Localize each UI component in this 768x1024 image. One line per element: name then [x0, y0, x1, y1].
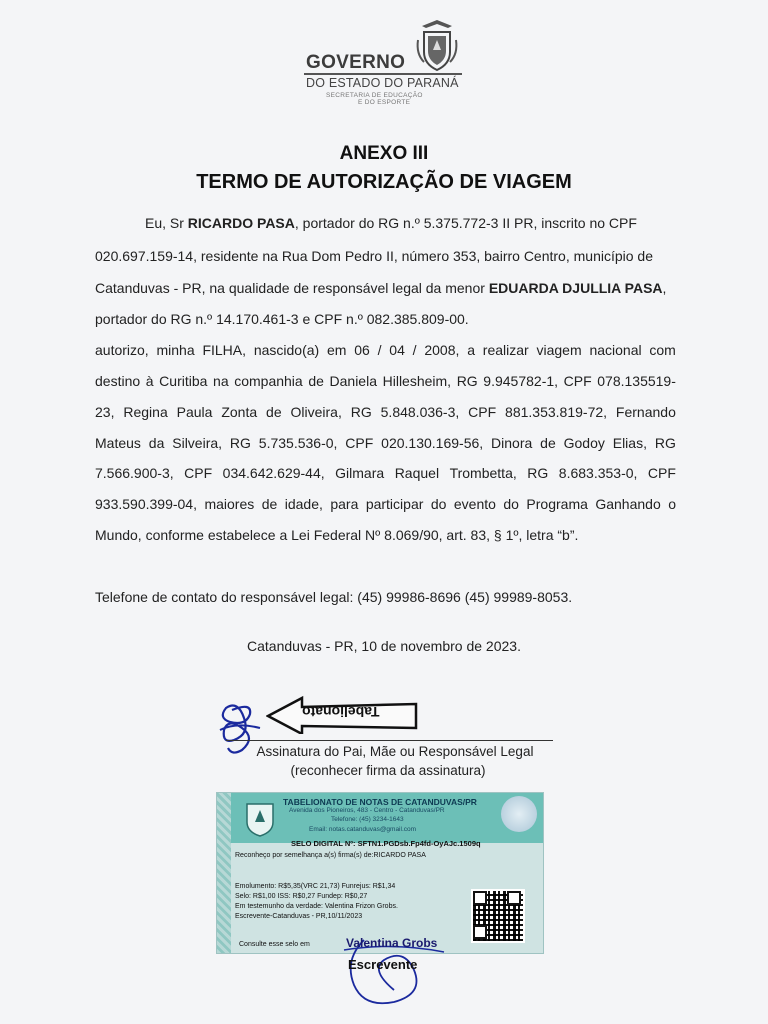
notary-crest-icon [243, 798, 277, 838]
body-word: 2008, [424, 342, 460, 358]
minor-name: EDUARDA DJULLIA PASA [488, 280, 663, 296]
government-logo [304, 18, 464, 110]
body-line-9 [95, 465, 676, 481]
body-word: evento [453, 496, 496, 512]
body-word: para [330, 496, 359, 512]
body-word: RG [229, 435, 251, 451]
parana-crest-icon [412, 18, 462, 74]
body-word: participar [365, 496, 424, 512]
body-word: maiores [204, 496, 255, 512]
seal-address: Avenida dos Pioneiros, 483 - Centro - Catanduvas/PR [289, 807, 445, 814]
signature-line [226, 740, 553, 741]
body-word: companhia [234, 373, 303, 389]
seal-escrevente-date: Escrevente-Catanduvas - PR,10/11/2023 [235, 913, 363, 920]
body-word: do [430, 496, 447, 512]
body-word: em [326, 342, 347, 358]
body-word: Elias, [612, 435, 647, 451]
body-word: / [377, 342, 382, 358]
body-word: RG [456, 373, 478, 389]
body-word: nascido(a) [253, 342, 320, 358]
body-word: CPF [468, 404, 497, 420]
body-word: 9.945782-1, [483, 373, 559, 389]
body-word: Mateus [95, 435, 141, 451]
body-word: 23, [95, 404, 115, 420]
body-word: 034.642.629-44, [222, 465, 325, 481]
body-word: na [213, 373, 229, 389]
body-line-1: Eu, Sr RICARDO PASA, portador do RG n.º 5.375.772-3 II PR, inscrito no CPF [145, 215, 637, 231]
secretaria-line2: E DO ESPORTE [358, 99, 411, 106]
body-word: Daniela [329, 373, 377, 389]
body-word: Paula [176, 404, 213, 420]
seal-fees: Selo: R$1,00 ISS: R$0,27 Fundep: R$0,27 [235, 893, 368, 900]
body-word: Programa [526, 496, 588, 512]
body-word: Raquel [394, 465, 440, 481]
estado-text: DO ESTADO DO PARANÁ [306, 76, 459, 90]
seal-testemunho: Em testemunho da verdade: Valentina Frizon Grobs. [235, 903, 398, 910]
body-word: com [649, 342, 676, 358]
body-word: 8.683.353-0, [558, 465, 638, 481]
document-title: TERMO DE AUTORIZAÇÃO DE VIAGEM [196, 171, 572, 193]
body-word: 06 [354, 342, 370, 358]
guardian-name: RICARDO PASA [187, 215, 295, 231]
body-word: RG [654, 435, 676, 451]
body-word: Silveira, [172, 435, 223, 451]
body-word: Godoy [563, 435, 605, 451]
seal-pattern [217, 793, 231, 953]
body-word: CPF [345, 435, 374, 451]
body-word: minha [156, 342, 195, 358]
seal-emolumento: Emolumento: R$5,35(VRC 21,73) Funrejus: R$1,34 [235, 883, 396, 890]
body-word: 020.130.169-56, [381, 435, 484, 451]
body-word: Gilmara [335, 465, 385, 481]
governo-text: GOVERNO [306, 52, 406, 73]
place-date: Catanduvas - PR, 10 de novembro de 2023. [247, 638, 521, 654]
body-word: 04 [389, 342, 405, 358]
body-word: de [266, 404, 282, 420]
body-word: Oliveira, [290, 404, 342, 420]
qr-finder-icon [507, 891, 521, 905]
body-word: de [261, 496, 278, 512]
notary-role: Escrevente [348, 957, 418, 972]
body-word: a [467, 342, 475, 358]
body-line-8 [95, 435, 676, 451]
notary-name: Valentina Grobs [346, 936, 438, 950]
body-word: Trombetta, [449, 465, 517, 481]
secretaria-line1: SECRETARIA DE EDUCAÇÃO [326, 92, 423, 99]
body-line-5 [95, 342, 676, 358]
annex-title: ANEXO III [339, 143, 429, 164]
body-word: Ganhando [595, 496, 661, 512]
body-word: RG [527, 465, 549, 481]
body-word: FILHA, [202, 342, 247, 358]
body-word: 881.353.819-72, [505, 404, 608, 420]
qr-finder-icon [473, 891, 487, 905]
seal-reconheco: Reconheço por semelhança a(s) firma(s) de:RICARDO PASA [235, 852, 426, 859]
body-word: CPF [184, 465, 213, 481]
body-word: 933.590.399-04, [95, 496, 197, 512]
body-word: Curitiba [159, 373, 208, 389]
arrow-stamp-text: Tabelionato [302, 704, 380, 720]
body-word: o [668, 496, 676, 512]
body-line-11: Mundo, conforme estabelece a Lei Federal Nº 8.069/90, art. 83, § 1º, letra “b”. [95, 527, 579, 543]
body-word: Hillesheim, [382, 373, 452, 389]
body-word: 078.135519- [597, 373, 676, 389]
body-word: Fernando [615, 404, 676, 420]
body-word: Regina [123, 404, 168, 420]
body-word: à [145, 373, 154, 389]
body-word: autorizo, [95, 342, 149, 358]
signature-label: Assinatura do Pai, Mãe ou Responsável Legal [256, 744, 534, 759]
body-line-3: Catanduvas - PR, na qualidade de responsável legal da menor EDUARDA DJULLIA PASA, [95, 280, 667, 296]
body-word: de [308, 373, 324, 389]
hologram-icon [501, 796, 537, 832]
signature-note: (reconhecer firma da assinatura) [290, 763, 486, 778]
body-word: de [540, 435, 556, 451]
body-word: RG [350, 404, 372, 420]
body-word: destino [95, 373, 141, 389]
qr-finder-icon [473, 925, 487, 939]
body-word: viagem [536, 342, 582, 358]
body-word: 7.566.900-3, [95, 465, 174, 481]
body-word: CPF [647, 465, 676, 481]
body-word: 5.735.536-0, [258, 435, 338, 451]
body-word: realizar [482, 342, 529, 358]
header-divider [304, 73, 462, 75]
body-word: da [148, 435, 165, 451]
seal-digital-code: SELO DIGITAL Nº: SFTN1.PGDsb.Fp4fd-OyAJc.1509q [291, 839, 481, 848]
body-word: Zonta [221, 404, 258, 420]
body-line-10 [95, 496, 676, 512]
body-word: do [503, 496, 519, 512]
body-word: nacional [589, 342, 642, 358]
body-word: 5.848.036-3, [380, 404, 460, 420]
seal-title: TABELIONATO DE NOTAS DE CATANDUVAS/PR [283, 797, 477, 807]
contact-phone-line: Telefone de contato do responsável legal: (45) 99986-8696 (45) 99989-8053. [95, 589, 573, 605]
body-word: Dinora [491, 435, 533, 451]
seal-consulte: Consulte esse selo em [239, 941, 310, 948]
body-word: idade, [284, 496, 323, 512]
body-word: / [412, 342, 417, 358]
body-word: CPF [563, 373, 592, 389]
body-line-4: portador do RG n.º 14.170.461-3 e CPF n.º 082.385.809-00. [95, 311, 469, 327]
body-line-2: 020.697.159-14, residente na Rua Dom Pedro II, número 353, bairro Centro, município de [95, 248, 653, 264]
seal-phone: Telefone: (45) 3234-1643 [331, 816, 404, 823]
body-line-6 [95, 373, 676, 389]
seal-email: Email: notas.catanduvas@gmail.com [309, 826, 417, 833]
body-line-7 [95, 404, 676, 420]
